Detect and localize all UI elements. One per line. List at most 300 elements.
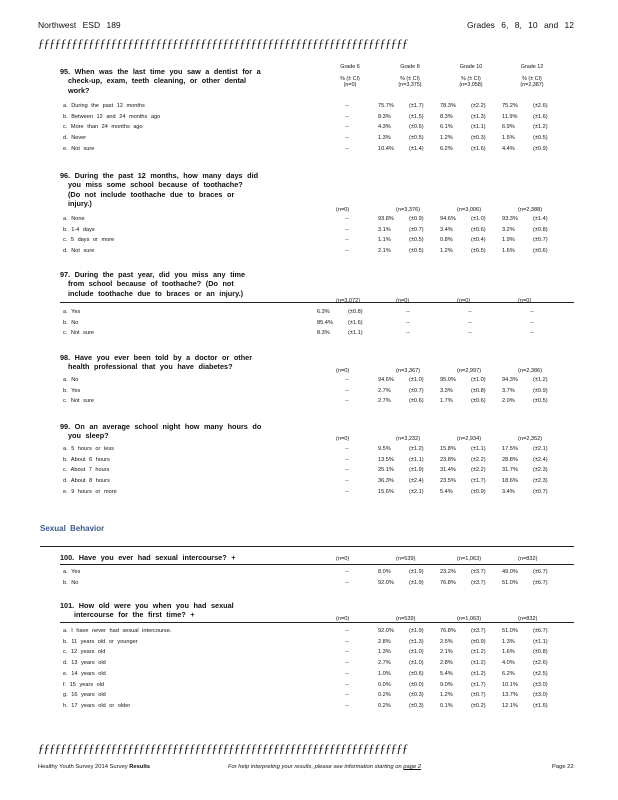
page-number: Page 22 <box>552 764 574 770</box>
confidence-interval: (±2.2) <box>471 467 486 474</box>
question-text-line: work? <box>68 85 90 95</box>
question-text-line: 97. During the past year, did you miss any time <box>60 270 246 279</box>
confidence-interval: (±2.2) <box>471 456 486 463</box>
answer-label: c. More than 24 months ago <box>63 124 143 131</box>
percent-value: 36.3% <box>378 478 394 485</box>
percent-value: 2.5% <box>440 638 453 645</box>
answer-label: g. 16 years old <box>63 692 106 699</box>
percent-value: 1.0% <box>378 670 391 677</box>
confidence-interval: (±0.6) <box>409 670 424 677</box>
percent-value: 92.0% <box>378 628 394 634</box>
percent-value: 1.6% <box>502 248 515 255</box>
answer-row <box>0 444 618 454</box>
answer-label: a. No <box>63 377 79 383</box>
sample-size: (n=0) <box>396 298 410 304</box>
answer-row <box>0 328 618 338</box>
percent-value: 5.4% <box>440 670 453 677</box>
percent-value: 2.1% <box>440 649 453 656</box>
confidence-interval: (±1.2) <box>471 660 486 667</box>
percent-value: 13.5% <box>378 456 394 463</box>
answer-label: e. Not sure <box>63 145 95 152</box>
answer-row <box>0 133 618 143</box>
answer-row <box>0 225 618 235</box>
confidence-interval: (±2.4) <box>409 478 424 485</box>
confidence-interval: (±0.9) <box>533 145 548 152</box>
answer-label: c. About 7 hours <box>63 467 110 474</box>
value-missing: -- <box>468 330 472 337</box>
percent-value: 0.1% <box>440 702 453 709</box>
confidence-interval: (±2.1) <box>409 488 424 495</box>
question-rule <box>60 622 574 623</box>
percent-value: 8.0% <box>378 569 391 575</box>
sample-size: (n=2,997) <box>457 368 482 374</box>
sample-size: (n=539) <box>396 556 416 562</box>
percent-value: 12.1% <box>502 702 518 709</box>
question-text-line: 100. Have you ever had sexual intercourse? + <box>60 553 236 562</box>
answer-label: b. 11 years old or younger <box>63 638 138 645</box>
confidence-interval: (±0.7) <box>409 387 424 394</box>
percent-value: 1.7% <box>440 398 453 405</box>
confidence-interval: (±0.3) <box>409 692 424 699</box>
percent-value: 51.0% <box>502 579 518 586</box>
confidence-interval: (±0.7) <box>409 226 424 233</box>
confidence-interval: (±3.0) <box>533 692 548 699</box>
percent-value: 13.7% <box>502 692 518 699</box>
confidence-interval: (±1.6) <box>471 145 486 152</box>
confidence-interval: (±2.6) <box>533 660 548 667</box>
percent-value: 78.3% <box>440 103 456 109</box>
section-rule <box>40 546 574 547</box>
answer-row <box>0 567 618 577</box>
confidence-interval: (±1.7) <box>409 103 424 109</box>
percent-value: 15.6% <box>378 488 394 495</box>
value-missing: -- <box>345 467 349 474</box>
confidence-interval: (±0.8) <box>533 226 548 233</box>
confidence-interval: (±0.6) <box>409 124 424 131</box>
confidence-interval: (±1.9) <box>409 569 424 575</box>
percent-value: 6.2% <box>440 145 453 152</box>
sample-size: (n=0) <box>336 207 350 213</box>
confidence-interval: (±1.4) <box>409 145 424 152</box>
confidence-interval: (±0.5) <box>409 135 424 142</box>
confidence-interval: (±6.7) <box>533 569 548 575</box>
confidence-interval: (±0.8) <box>471 387 486 394</box>
grade-header-n: (n=2,387) <box>520 82 544 88</box>
value-missing: -- <box>345 387 349 394</box>
percent-value: 75.2% <box>502 103 518 109</box>
percent-value: 8.3% <box>317 330 330 337</box>
value-missing: -- <box>345 692 349 699</box>
answer-label: a. During the past 12 months <box>63 103 145 109</box>
percent-value: 2.7% <box>378 387 391 394</box>
answer-row <box>0 647 618 657</box>
percent-value: 0.0% <box>378 681 391 688</box>
section-title: Sexual Behavior <box>40 524 105 533</box>
question-text-line: injury.) <box>68 199 92 209</box>
sample-size: (n=2,934) <box>457 436 482 442</box>
page-link[interactable]: page 2 <box>403 764 422 770</box>
question-text-line: you sleep? <box>68 431 109 441</box>
answer-label: d. About 8 hours <box>63 478 110 485</box>
question-text-line: 95. When was the last time you saw a dentist for a <box>60 67 261 76</box>
percent-value: 0.8% <box>440 237 453 244</box>
grade-header-1 <box>380 64 440 89</box>
percent-value: 17.5% <box>502 446 518 452</box>
confidence-interval: (±1.0) <box>409 649 424 656</box>
answer-row <box>0 701 618 711</box>
confidence-interval: (±3.7) <box>471 579 486 586</box>
confidence-interval: (±0.7) <box>533 488 548 495</box>
percent-value: 1.6% <box>502 649 515 656</box>
confidence-interval: (±2.4) <box>533 456 548 463</box>
question-text-line: 101. How old were you when you had sexual <box>60 601 234 610</box>
sample-size: (n=539) <box>396 616 416 622</box>
question-text-line: 96. During the past 12 months, how many days did <box>60 171 259 180</box>
sample-size: (n=3,232) <box>396 436 421 442</box>
n-row <box>0 554 618 564</box>
percent-value: 2.7% <box>378 398 391 405</box>
footer-results: Results <box>129 764 151 770</box>
value-missing: -- <box>345 579 349 586</box>
confidence-interval: (±0.6) <box>471 226 486 233</box>
percent-value: 1.2% <box>440 692 453 699</box>
value-missing: -- <box>345 124 349 131</box>
question-text-line: intercourse for the first time? + <box>74 610 195 620</box>
grade-header-grade: Grade 6 <box>340 64 360 70</box>
grade-header-n: (n=3,058) <box>459 82 483 88</box>
value-missing: -- <box>345 248 349 255</box>
answer-label: a. Yes <box>63 309 81 315</box>
percent-value: 4.3% <box>378 124 391 131</box>
confidence-interval: (±0.5) <box>409 248 424 255</box>
percent-value: 2.0% <box>502 398 515 405</box>
answer-label: a. 5 hours or less <box>63 446 114 452</box>
answer-label: a. Yes <box>63 569 81 575</box>
value-missing: -- <box>345 638 349 645</box>
answer-row <box>0 487 618 497</box>
confidence-interval: (±1.0) <box>471 377 486 383</box>
value-missing: -- <box>406 330 410 337</box>
confidence-interval: (±2.2) <box>471 103 486 109</box>
question-text-line: from school because of toothache? (Do not <box>68 279 234 289</box>
percent-value: 0.2% <box>378 702 391 709</box>
confidence-interval: (±3.7) <box>471 569 486 575</box>
grade-header-0 <box>320 64 380 89</box>
value-missing: -- <box>345 478 349 485</box>
value-missing: -- <box>530 309 534 315</box>
top-divider: ƒƒƒƒƒƒƒƒƒƒƒƒƒƒƒƒƒƒƒƒƒƒƒƒƒƒƒƒƒƒƒƒƒƒƒƒƒƒƒƒƒƒƒƒƒƒƒƒƒƒƒƒƒƒƒƒƒƒƒƒƒƒƒƒƒƒ <box>38 37 408 49</box>
confidence-interval: (±1.1) <box>533 638 548 645</box>
answer-row <box>0 101 618 111</box>
question-text-line: (Do not include toothache due to braces or <box>68 189 235 199</box>
value-missing: -- <box>345 237 349 244</box>
question-text-line: check-up, exam, teeth cleaning, or other dental <box>68 76 247 86</box>
answer-label: c. Not sure <box>63 398 95 405</box>
value-missing: -- <box>345 145 349 152</box>
percent-value: 2.8% <box>378 638 391 645</box>
answer-row <box>0 235 618 245</box>
value-missing: -- <box>345 113 349 120</box>
confidence-interval: (±1.5) <box>409 113 424 120</box>
answer-label: c. Not sure <box>63 330 95 337</box>
confidence-interval: (±1.2) <box>471 670 486 677</box>
answer-row <box>0 386 618 396</box>
confidence-interval: (±1.0) <box>471 216 486 222</box>
percent-value: 3.7% <box>502 387 515 394</box>
grade-header-grade: Grade 12 <box>520 64 544 70</box>
sample-size: (n=3,376) <box>396 207 421 213</box>
confidence-interval: (±6.7) <box>533 628 548 634</box>
percent-value: 3.4% <box>440 226 453 233</box>
percent-value: 9.5% <box>378 446 391 452</box>
percent-value: 6.1% <box>440 124 453 131</box>
question-text-line: 99. On an average school night how many hours do <box>60 422 262 431</box>
answer-row <box>0 246 618 256</box>
answer-label: b. Between 12 and 24 months ago <box>63 113 161 120</box>
answer-row <box>0 375 618 385</box>
answer-label: a. I have never had sexual intercourse. <box>63 628 172 634</box>
answer-row <box>0 578 618 588</box>
question-text-line: 98. Have you ever been told by a doctor or other <box>60 353 253 362</box>
answer-label: f. 15 years old <box>63 681 105 688</box>
confidence-interval: (±0.6) <box>409 398 424 405</box>
value-missing: -- <box>345 377 349 383</box>
answer-row <box>0 476 618 486</box>
answer-row <box>0 214 618 224</box>
question-text-line: include toothache due to braces or an injury.) <box>68 288 244 298</box>
percent-value: 6.9% <box>502 124 515 131</box>
answer-label: h. 17 years old or older <box>63 702 131 709</box>
confidence-interval: (±2.6) <box>533 103 548 109</box>
answer-label: b. 1-4 days <box>63 226 95 233</box>
percent-value: 95.0% <box>440 377 456 383</box>
confidence-interval: (±0.4) <box>471 237 486 244</box>
answer-row <box>0 680 618 690</box>
answer-row <box>0 396 618 406</box>
answer-label: b. No <box>63 579 79 586</box>
percent-value: 1.2% <box>440 248 453 255</box>
question-q97 <box>60 270 290 298</box>
confidence-interval: (±0.8) <box>533 649 548 656</box>
answer-label: b. Yes <box>63 387 81 394</box>
confidence-interval: (±0.3) <box>471 135 486 142</box>
sample-size: (n=832) <box>518 616 538 622</box>
value-missing: -- <box>345 681 349 688</box>
confidence-interval: (±1.1) <box>409 456 424 463</box>
percent-value: 51.0% <box>502 628 518 634</box>
percent-value: 75.7% <box>378 103 394 109</box>
percent-value: 1.2% <box>440 135 453 142</box>
percent-value: 76.8% <box>440 579 456 586</box>
confidence-interval: (±1.3) <box>409 638 424 645</box>
value-missing: -- <box>345 670 349 677</box>
confidence-interval: (±1.9) <box>409 467 424 474</box>
confidence-interval: (±1.9) <box>409 628 424 634</box>
percent-value: 1.3% <box>378 135 391 142</box>
confidence-interval: (±1.1) <box>471 124 486 131</box>
question-text-line: you miss some school because of toothache? <box>68 180 243 190</box>
percent-value: 94.6% <box>378 377 394 383</box>
footer-help <box>228 764 421 770</box>
percent-value: 5.4% <box>440 488 453 495</box>
confidence-interval: (±1.6) <box>348 319 363 326</box>
percent-value: 6.3% <box>317 309 330 315</box>
sample-size: (n=2,352) <box>518 436 543 442</box>
confidence-interval: (±0.8) <box>348 309 363 315</box>
answer-label: b. About 6 hours <box>63 456 110 463</box>
grades-label: Grades 6, 8, 10 and 12 <box>467 20 574 30</box>
sample-size: (n=0) <box>457 298 471 304</box>
percent-value: 23.2% <box>440 569 456 575</box>
question-q95 <box>60 67 290 95</box>
percent-value: 1.3% <box>378 649 391 656</box>
answer-row <box>0 307 618 317</box>
page-header <box>38 20 574 34</box>
grade-header-ci: % (± CI) <box>400 75 420 82</box>
confidence-interval: (±1.2) <box>533 377 548 383</box>
confidence-interval: (±1.4) <box>533 216 548 222</box>
sample-size: (n=0) <box>336 556 350 562</box>
percent-value: 23.5% <box>440 478 456 485</box>
confidence-interval: (±1.3) <box>471 113 486 120</box>
value-missing: -- <box>345 649 349 656</box>
value-missing: -- <box>345 398 349 405</box>
answer-row <box>0 669 618 679</box>
grade-header-n: (n=3,375) <box>398 82 422 88</box>
n-row <box>0 296 618 306</box>
value-missing: -- <box>468 309 472 315</box>
answer-row <box>0 455 618 465</box>
percent-value: 1.5% <box>502 135 515 142</box>
confidence-interval: (±1.2) <box>409 446 424 452</box>
sample-size: (n=3,072) <box>336 298 361 304</box>
grade-header-3 <box>502 64 562 89</box>
value-missing: -- <box>345 628 349 634</box>
grade-header-ci: % (± CI) <box>522 75 542 82</box>
confidence-interval: (±0.9) <box>533 387 548 394</box>
answer-row <box>0 690 618 700</box>
percent-value: 3.3% <box>440 387 453 394</box>
percent-value: 49.0% <box>502 569 518 575</box>
region-label: Northwest ESD 189 <box>38 20 121 30</box>
confidence-interval: (±6.7) <box>533 579 548 586</box>
confidence-interval: (±2.3) <box>533 478 548 485</box>
answer-label: e. 9 hours or more <box>63 488 117 495</box>
answer-row <box>0 318 618 328</box>
confidence-interval: (±1.9) <box>409 579 424 586</box>
sample-size: (n=2,388) <box>518 207 543 213</box>
percent-value: 25.1% <box>378 467 394 474</box>
grade-header-grade: Grade 8 <box>400 64 420 70</box>
grade-header-ci: % (± CI) <box>461 75 481 82</box>
percent-value: 23.8% <box>440 456 456 463</box>
percent-value: 94.6% <box>440 216 456 222</box>
value-missing: -- <box>345 456 349 463</box>
percent-value: 85.4% <box>317 319 333 326</box>
percent-value: 18.6% <box>502 478 518 485</box>
confidence-interval: (±0.0) <box>409 681 424 688</box>
confidence-interval: (±0.7) <box>533 237 548 244</box>
answer-row <box>0 626 618 636</box>
grade-header-grade: Grade 10 <box>459 64 483 70</box>
answer-row <box>0 658 618 668</box>
answer-label: d. 13 years old <box>63 660 106 667</box>
value-missing: -- <box>345 103 349 109</box>
percent-value: 76.8% <box>440 628 456 634</box>
percent-value: 6.2% <box>502 670 515 677</box>
percent-value: 9.0% <box>440 681 453 688</box>
value-missing: -- <box>345 702 349 709</box>
confidence-interval: (±1.7) <box>471 681 486 688</box>
value-missing: -- <box>345 488 349 495</box>
percent-value: 2.7% <box>378 660 391 667</box>
sample-size: (n=0) <box>336 436 350 442</box>
answer-row <box>0 122 618 132</box>
value-missing: -- <box>406 309 410 315</box>
percent-value: 92.0% <box>378 579 394 586</box>
sample-size: (n=0) <box>336 616 350 622</box>
percent-value: 94.3% <box>502 377 518 383</box>
value-missing: -- <box>345 660 349 667</box>
value-missing: -- <box>530 330 534 337</box>
footer-left <box>38 764 150 770</box>
value-missing: -- <box>345 216 349 222</box>
confidence-interval: (±3.7) <box>471 628 486 634</box>
percent-value: 15.8% <box>440 446 456 452</box>
confidence-interval: (±0.5) <box>533 135 548 142</box>
grade-header-ci: % (± CI) <box>340 75 360 82</box>
confidence-interval: (±1.2) <box>471 649 486 656</box>
confidence-interval: (±1.2) <box>533 124 548 131</box>
percent-value: 3.1% <box>378 226 391 233</box>
answer-label: c. 12 years old <box>63 649 106 656</box>
confidence-interval: (±0.9) <box>471 488 486 495</box>
confidence-interval: (±1.0) <box>409 377 424 383</box>
value-missing: -- <box>345 569 349 575</box>
confidence-interval: (±2.1) <box>533 446 548 452</box>
answer-label: c. 5 days or more <box>63 237 115 244</box>
bottom-divider: ƒƒƒƒƒƒƒƒƒƒƒƒƒƒƒƒƒƒƒƒƒƒƒƒƒƒƒƒƒƒƒƒƒƒƒƒƒƒƒƒƒƒƒƒƒƒƒƒƒƒƒƒƒƒƒƒƒƒƒƒƒƒƒƒƒƒ <box>38 742 408 754</box>
confidence-interval: (±0.9) <box>471 638 486 645</box>
confidence-interval: (±2.3) <box>533 467 548 474</box>
answer-label: e. 14 years old <box>63 670 106 677</box>
confidence-interval: (±0.3) <box>409 702 424 709</box>
sample-size: (n=1,063) <box>457 616 482 622</box>
sample-size: (n=0) <box>518 298 532 304</box>
percent-value: 1.1% <box>378 237 391 244</box>
confidence-interval: (±0.5) <box>471 248 486 255</box>
confidence-interval: (±1.6) <box>533 113 548 120</box>
answer-row <box>0 465 618 475</box>
sample-size: (n=3,006) <box>457 207 482 213</box>
confidence-interval: (±1.1) <box>348 330 363 337</box>
percent-value: 28.8% <box>502 456 518 463</box>
confidence-interval: (±1.6) <box>533 702 548 709</box>
confidence-interval: (±0.2) <box>471 702 486 709</box>
sample-size: (n=0) <box>336 368 350 374</box>
confidence-interval: (±0.7) <box>471 692 486 699</box>
confidence-interval: (±0.6) <box>471 398 486 405</box>
percent-value: 10.1% <box>502 681 518 688</box>
percent-value: 11.9% <box>502 113 518 120</box>
percent-value: 1.9% <box>502 237 515 244</box>
confidence-interval: (±3.0) <box>533 681 548 688</box>
percent-value: 1.3% <box>502 638 515 645</box>
percent-value: 31.7% <box>502 467 518 474</box>
confidence-interval: (±1.7) <box>471 478 486 485</box>
n-row <box>0 434 618 444</box>
answer-row <box>0 637 618 647</box>
